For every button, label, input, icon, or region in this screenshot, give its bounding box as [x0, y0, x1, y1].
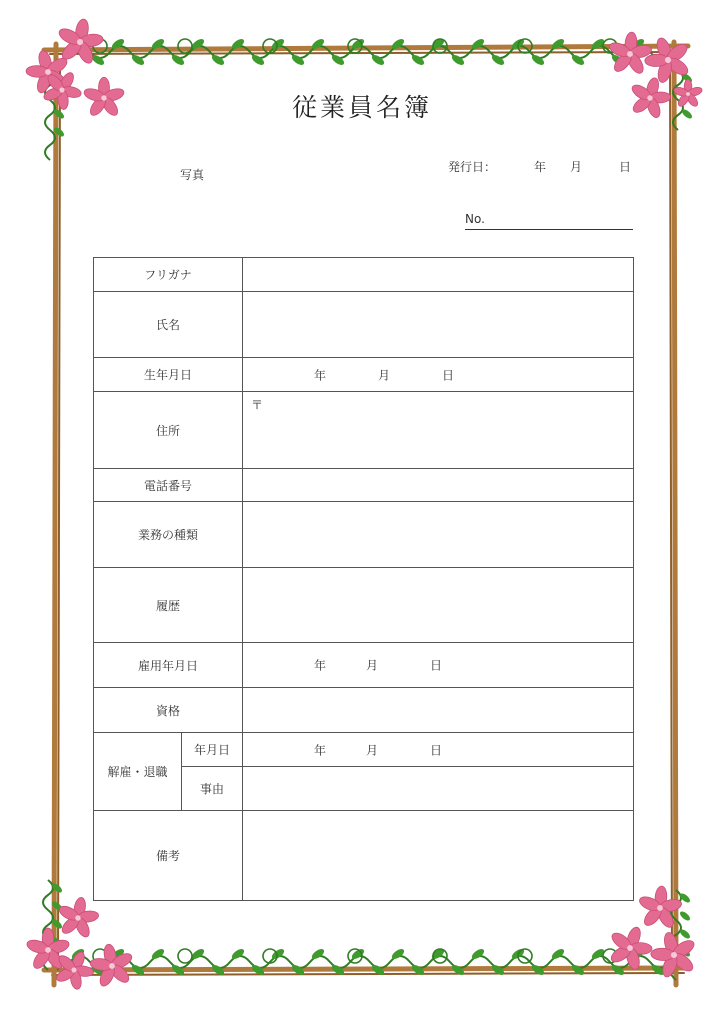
name-label: 氏名 — [94, 292, 243, 358]
qualification-field[interactable] — [243, 688, 634, 733]
dismissal-date-label: 年月日 — [182, 733, 243, 767]
dismissal-reason-field[interactable] — [243, 767, 634, 811]
table-row — [94, 358, 634, 392]
dismissal-year-unit: 年 — [314, 743, 327, 757]
photo-label: 写真 — [180, 168, 205, 182]
hire-year-unit: 年 — [314, 658, 327, 673]
name-field[interactable] — [243, 292, 634, 358]
birth-year-unit: 年 — [314, 368, 327, 382]
furigana-label: フリガナ — [94, 258, 243, 292]
history-field[interactable] — [243, 568, 634, 643]
phone-field[interactable] — [243, 469, 634, 502]
table-row — [94, 568, 634, 643]
table-row — [94, 392, 634, 469]
hire-month-unit: 月 — [366, 658, 379, 673]
address-label: 住所 — [94, 392, 243, 469]
postal-mark: 〒 — [251, 398, 264, 412]
issue-day-unit: 日 — [619, 160, 632, 174]
job-type-label: 業務の種類 — [94, 502, 243, 568]
address-field[interactable] — [243, 392, 634, 469]
table-row — [94, 292, 634, 358]
dismissal-date-field[interactable] — [243, 733, 634, 767]
dismissal-label: 解雇・退職 — [94, 733, 182, 811]
table-row — [94, 688, 634, 733]
remarks-field[interactable] — [243, 811, 634, 901]
dismissal-month-unit: 月 — [366, 743, 379, 757]
issue-month-unit: 月 — [570, 160, 583, 174]
birthdate-label: 生年月日 — [94, 358, 243, 392]
table-row — [94, 469, 634, 502]
furigana-field[interactable] — [243, 258, 634, 292]
table-row — [94, 643, 634, 688]
table-row — [94, 733, 634, 767]
qualification-label: 資格 — [94, 688, 243, 733]
birthdate-field[interactable] — [243, 358, 634, 392]
table-row — [94, 811, 634, 901]
birth-month-unit: 月 — [378, 368, 391, 382]
table-row — [94, 502, 634, 568]
number-field[interactable] — [465, 212, 633, 230]
phone-label: 電話番号 — [94, 469, 243, 502]
table-row — [94, 258, 634, 292]
issue-year-unit: 年 — [534, 160, 547, 174]
birth-day-unit: 日 — [442, 368, 455, 382]
dismissal-reason-label: 事由 — [182, 767, 243, 811]
remarks-label: 備考 — [94, 811, 243, 901]
employee-register-table — [93, 257, 634, 901]
issue-date-label: 発行日： — [448, 160, 497, 174]
number-label: No. — [465, 212, 485, 226]
hire-date-field[interactable] — [243, 643, 634, 688]
job-type-field[interactable] — [243, 502, 634, 568]
page-title: 従業員名簿 — [291, 93, 432, 122]
hire-day-unit: 日 — [430, 658, 443, 673]
dismissal-day-unit: 日 — [430, 743, 443, 757]
hire-date-label: 雇用年月日 — [94, 643, 243, 688]
history-label: 履歴 — [94, 568, 243, 643]
